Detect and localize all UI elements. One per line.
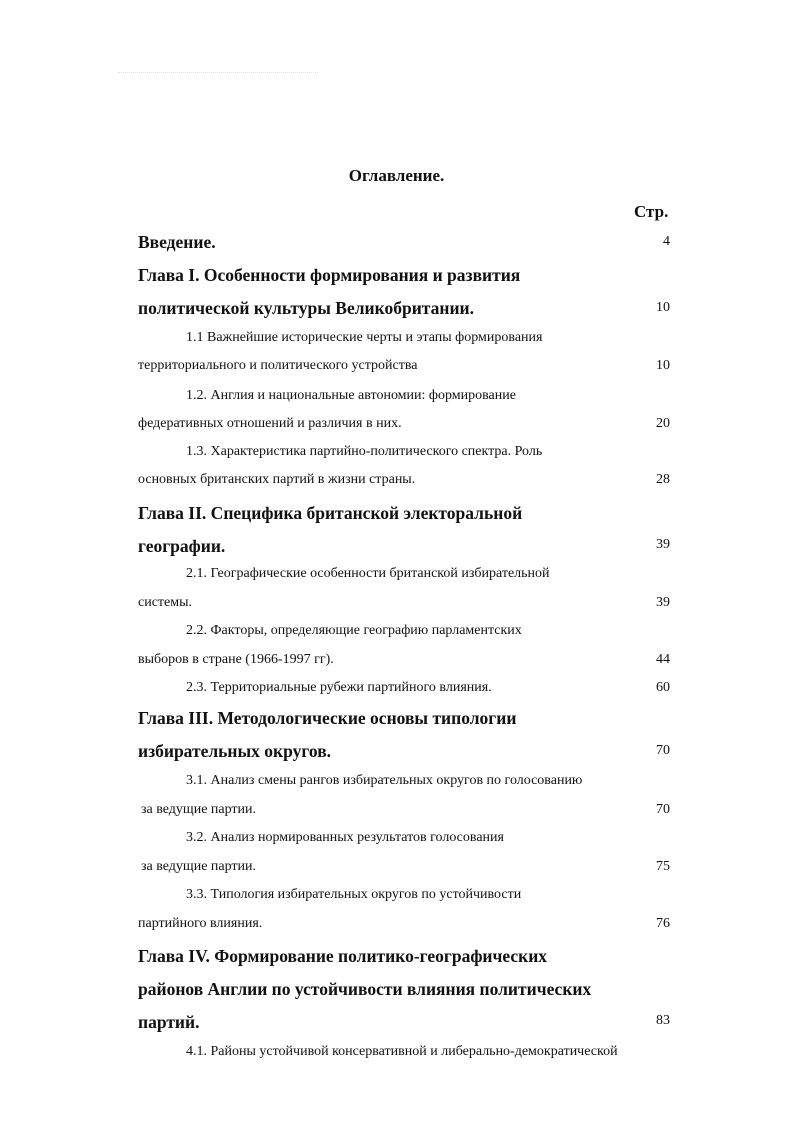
toc-page-number: 10 [656, 300, 670, 315]
toc-page-number: 60 [656, 680, 670, 695]
toc-page-number: 20 [656, 416, 670, 431]
toc-section: 2.1. Географические особенности британской избирательной [186, 566, 550, 581]
toc-section: федеративных отношений и различия в них. [138, 416, 402, 431]
toc-section: за ведущие партии. [141, 802, 257, 817]
toc-section: 2.3. Территориальные рубежи партийного влияния. [186, 680, 492, 695]
toc-page-number: 10 [656, 358, 670, 373]
toc-section: партийного влияния. [138, 916, 263, 931]
toc-section: 1.3. Характеристика партийно-политического спектра. Роль [186, 444, 543, 459]
toc-section: системы. [138, 595, 193, 610]
toc-page-number: 76 [656, 916, 670, 931]
toc-chapter-heading: Глава II. Специфика британской электоральной [138, 503, 523, 523]
toc-page-number: 4 [663, 234, 670, 249]
toc-page-number: 70 [656, 802, 670, 817]
toc-chapter-heading: партий. [138, 1012, 200, 1032]
scan-noise [118, 72, 318, 76]
toc-title: Оглавление. [348, 166, 445, 185]
toc-intro: Введение. [138, 232, 216, 252]
toc-section: 4.1. Районы устойчивой консервативной и либерально-демократической [186, 1044, 618, 1059]
toc-section: 1.2. Англия и национальные автономии: формирование [186, 388, 516, 403]
toc-chapter-heading: Глава I. Особенности формирования и развития [138, 265, 521, 285]
toc-section: 3.2. Анализ нормированных результатов голосования [186, 830, 504, 845]
toc-section: основных британских партий в жизни страны. [138, 472, 416, 487]
toc-page-number: 39 [656, 595, 670, 610]
toc-chapter-heading: районов Англии по устойчивости влияния политических [138, 979, 592, 999]
toc-section: 2.2. Факторы, определяющие географию парламентских [186, 623, 522, 638]
toc-page-number: 70 [656, 743, 670, 758]
toc-page-number: 75 [656, 859, 670, 874]
toc-section: 3.1. Анализ смены рангов избирательных округов по голосованию [186, 773, 583, 788]
toc-page-number: 28 [656, 472, 670, 487]
toc-chapter-heading: политической культуры Великобритании. [138, 298, 474, 318]
toc-page-number: 83 [656, 1013, 670, 1028]
toc-page-number: 39 [656, 537, 670, 552]
toc-section: за ведущие партии. [141, 859, 257, 874]
toc-chapter-heading: Глава IV. Формирование политико-географических [138, 946, 548, 966]
page-column-header: Стр. [634, 202, 669, 221]
toc-section: 1.1 Важнейшие исторические черты и этапы формирования [186, 330, 543, 345]
toc-chapter-heading: географии. [138, 536, 226, 556]
toc-chapter-heading: Глава III. Методологические основы типологии [138, 708, 517, 728]
toc-chapter-heading: избирательных округов. [138, 741, 332, 761]
toc-section: выборов в стране (1966-1997 гг). [138, 652, 334, 667]
toc-page-number: 44 [656, 652, 670, 667]
toc-section: 3.3. Типология избирательных округов по устойчивости [186, 887, 522, 902]
toc-section: территориального и политического устройства [138, 358, 418, 373]
